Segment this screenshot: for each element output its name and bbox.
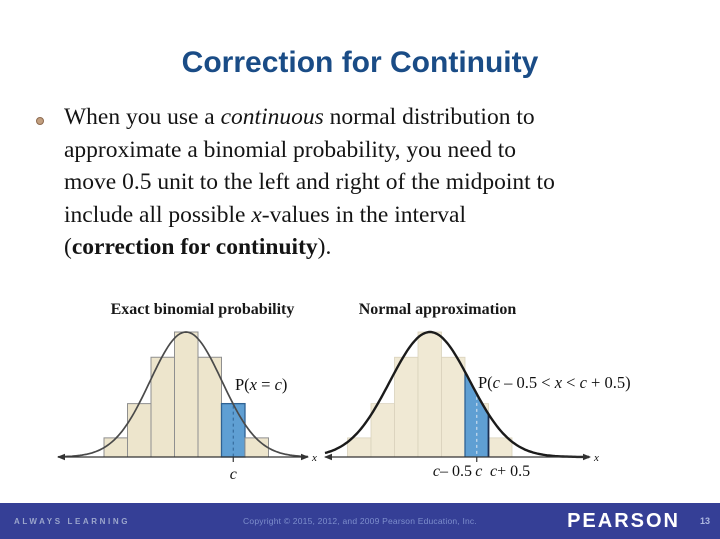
binomial-histogram-figure (50, 322, 340, 490)
always-learning-label: ALWAYS LEARNING (14, 516, 131, 526)
svg-text:c: c (475, 463, 483, 480)
right-figure-title: Normal approximation (358, 301, 517, 318)
footer-bar (0, 503, 720, 539)
svg-text:c– 0.5: c– 0.5 (432, 463, 472, 480)
svg-text:c: c (229, 466, 237, 483)
svg-text:P(c – 0.5 < x < c + 0.5): P(c – 0.5 < x < c + 0.5) (478, 373, 631, 392)
page-number: 13 (699, 516, 710, 526)
normal-approximation-figure (315, 322, 710, 490)
pearson-logo: PEARSON (567, 509, 680, 532)
slide-title: Correction for Continuity (181, 46, 539, 79)
left-figure-title: Exact binomial probability (110, 301, 295, 318)
svg-text:c+ 0.5: c+ 0.5 (490, 463, 531, 480)
copyright-text: Copyright © 2015, 2012, and 2009 Pearson Education, Inc. (243, 516, 477, 526)
bullet-marker-icon (36, 117, 44, 125)
svg-text:P(x = c): P(x = c) (235, 375, 288, 394)
svg-text:x: x (594, 452, 599, 464)
svg-text:x: x (312, 452, 317, 464)
bullet-text: When you use a continuous normal distribution to approximate a binomial probability, you need to move 0.5 unit to the left and right of the midpoint to include all possible x-values in the interval (correction for continuity). (64, 104, 555, 260)
